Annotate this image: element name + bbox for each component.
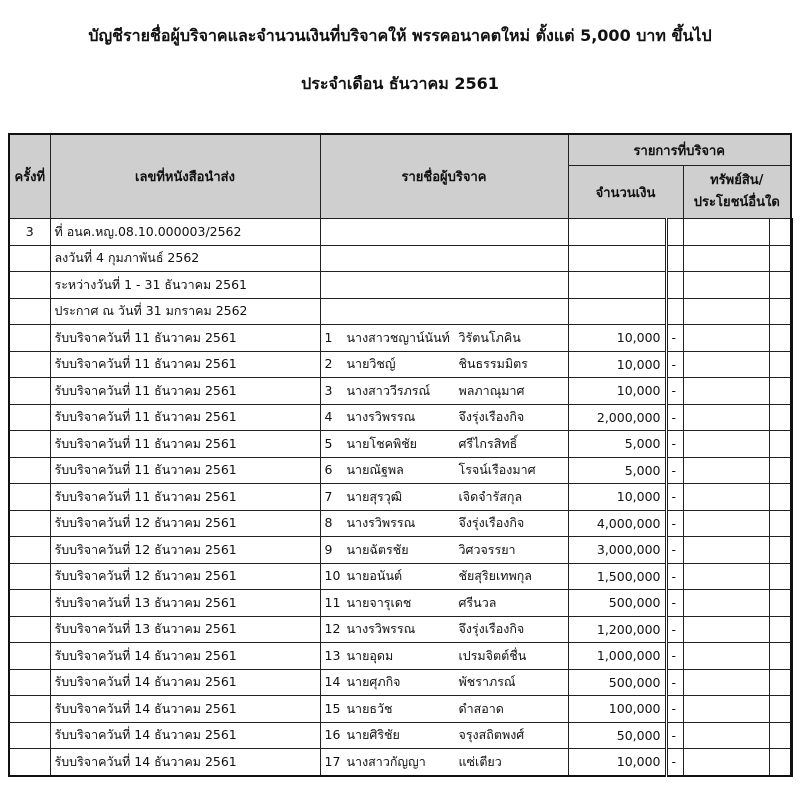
donor-cell [320,563,568,590]
donor-last-name: วิรัตนโภคิน [458,329,521,345]
donor-first-name: นางสาวกัญญา [346,753,426,769]
round-cell: 3 [9,219,50,246]
donor-last-name: พัชราภรณ์ [458,674,516,690]
date-cell: รับบริจาควันที่ 11 ธันวาคม 2561 [50,431,320,458]
donor-first-name: นายณัฐพล [346,462,404,478]
assets-cell [683,404,769,431]
donor-number: 14 [324,674,341,690]
assets-cell [683,351,769,378]
donor-first-name: นายจารุเดช [346,594,412,610]
assets-cell [683,457,769,484]
date-cell: รับบริจาควันที่ 12 ธันวาคม 2561 [50,510,320,537]
donor-first-name: นางรวิพรรณ [346,515,416,531]
header-assets-line2: ประโยชน์อื่นใด [693,195,780,210]
amount-cell: 50,000 [568,722,666,749]
table-row [9,722,791,749]
assets-cell [683,431,769,458]
assets-cell [683,563,769,590]
round-cell [9,431,50,458]
donor-number: 13 [324,647,341,663]
dash-cell: - [666,378,683,405]
round-cell [9,325,50,352]
dash-cell: - [666,696,683,723]
donor-last-name: ชินธรรมมิตร [458,356,528,372]
donor-cell [320,219,568,246]
donor-cell [320,510,568,537]
amount-cell: 1,000,000 [568,643,666,670]
donor-last-name: จึงรุ่งเรืองกิจ [458,515,525,531]
donor-number: 1 [324,329,333,345]
table-row [9,537,791,564]
donor-first-name: นายธวัช [346,700,393,716]
donor-cell [320,669,568,696]
donor-number: 6 [324,462,333,478]
dash-cell: - [666,431,683,458]
round-cell [9,616,50,643]
dash-cell: - [666,616,683,643]
date-cell: รับบริจาควันที่ 11 ธันวาคม 2561 [50,378,320,405]
donor-last-name: โรจน์เรืองมาศ [458,462,536,478]
date-cell: รับบริจาควันที่ 11 ธันวาคม 2561 [50,404,320,431]
donor-first-name: นายวิชญ์ [346,356,396,372]
assets-extra-cell [769,457,791,484]
header-donor-name: รายชื่อผู้บริจาค [320,134,568,219]
assets-extra-cell [769,351,791,378]
donor-cell [320,722,568,749]
round-cell [9,643,50,670]
assets-extra-cell [769,722,791,749]
round-cell [9,669,50,696]
round-cell [9,404,50,431]
assets-extra-cell [769,378,791,405]
dash-cell: - [666,537,683,564]
date-cell: รับบริจาควันที่ 13 ธันวาคม 2561 [50,616,320,643]
amount-cell: 10,000 [568,749,666,776]
assets-extra-cell [769,272,791,299]
donor-last-name: ศรีไกรสิทธิ์ [458,435,518,451]
table-row [9,643,791,670]
table-row [9,749,791,776]
date-cell: รับบริจาควันที่ 12 ธันวาคม 2561 [50,563,320,590]
round-cell [9,298,50,325]
donor-number: 5 [324,435,333,451]
header-donation-items: รายการที่บริจาค [568,134,791,166]
assets-cell [683,378,769,405]
assets-cell [683,616,769,643]
donor-number: 8 [324,515,333,531]
donor-first-name: นางสาววีรภรณ์ [346,382,431,398]
donor-cell [320,643,568,670]
dash-cell: - [666,590,683,617]
amount-cell: 10,000 [568,351,666,378]
assets-cell [683,298,769,325]
assets-cell [683,669,769,696]
assets-extra-cell [769,404,791,431]
dash-cell: - [666,484,683,511]
donor-first-name: นายฉัตรชัย [346,541,409,557]
donor-last-name: ศรีนวล [458,594,497,610]
donor-first-name: นายสุรวุฒิ [346,488,403,504]
assets-cell [683,696,769,723]
round-cell [9,378,50,405]
dash-cell: - [666,351,683,378]
assets-extra-cell [769,219,791,246]
table-row [9,351,791,378]
table-row [9,510,791,537]
donor-cell [320,245,568,272]
table-row [9,563,791,590]
dash-cell: - [666,404,683,431]
round-cell [9,590,50,617]
table-row [9,484,791,511]
donor-last-name: จรุงสถิตพงศ์ [458,727,525,743]
table-row [9,669,791,696]
dash-cell: - [666,325,683,352]
date-cell: รับบริจาควันที่ 14 ธันวาคม 2561 [50,669,320,696]
donor-number: 16 [324,727,341,743]
header-letter-no: เลขที่หนังสือนำส่ง [50,134,320,219]
donor-last-name: แซ่เตียว [458,753,502,769]
dash-cell: - [666,510,683,537]
table-row [9,325,791,352]
round-cell [9,245,50,272]
assets-extra-cell [769,484,791,511]
assets-cell [683,484,769,511]
header-assets-line1: ทรัพย์สิน/ [710,173,764,188]
amount-cell: 1,500,000 [568,563,666,590]
donor-cell [320,457,568,484]
date-cell: รับบริจาควันที่ 13 ธันวาคม 2561 [50,590,320,617]
table-row [9,696,791,723]
round-cell [9,749,50,776]
date-cell: รับบริจาควันที่ 12 ธันวาคม 2561 [50,537,320,564]
info-row [9,245,791,272]
date-cell: รับบริจาควันที่ 11 ธันวาคม 2561 [50,457,320,484]
amount-cell: 2,000,000 [568,404,666,431]
dash-cell [666,245,683,272]
round-cell [9,696,50,723]
assets-cell [683,643,769,670]
donor-number: 15 [324,700,341,716]
header-amount: จำนวนเงิน [568,166,683,219]
donor-cell [320,298,568,325]
donor-last-name: เปรมจิตต์ชื่น [458,647,527,663]
document-title: บัญชีรายชื่อผู้บริจาคและจำนวนเงินที่บริจาคให้ พรรคอนาคตใหม่ ตั้งแต่ 5,000 บาท ขึ้นไป [88,26,712,45]
header-round: ครั้งที่ [9,134,50,219]
date-cell: รับบริจาควันที่ 14 ธันวาคม 2561 [50,643,320,670]
round-cell [9,484,50,511]
donation-table [8,133,793,777]
amount-cell [568,245,666,272]
assets-cell [683,749,769,776]
donor-last-name: จึงรุ่งเรืองกิจ [458,621,525,637]
amount-cell: 5,000 [568,431,666,458]
amount-cell: 5,000 [568,457,666,484]
table-row [9,590,791,617]
assets-cell [683,272,769,299]
donor-last-name: วิศวจรรยา [458,541,516,557]
table-row [9,378,791,405]
amount-cell [568,298,666,325]
donor-first-name: นายอุดม [346,647,394,663]
header-assets [683,166,791,219]
info-row [9,298,791,325]
dash-cell: - [666,722,683,749]
assets-cell [683,537,769,564]
table-row [9,457,791,484]
donor-cell [320,696,568,723]
donor-number: 7 [324,488,333,504]
donor-cell [320,325,568,352]
document-subtitle: ประจำเดือน ธันวาคม 2561 [301,74,499,93]
donor-cell [320,378,568,405]
table-row [9,616,791,643]
table-row [9,431,791,458]
table-row [9,404,791,431]
date-cell: รับบริจาควันที่ 11 ธันวาคม 2561 [50,351,320,378]
assets-cell [683,590,769,617]
amount-cell [568,219,666,246]
round-cell [9,457,50,484]
donor-number: 2 [324,356,333,372]
assets-cell [683,245,769,272]
round-cell [9,537,50,564]
donor-number: 11 [324,594,341,610]
round-cell [9,563,50,590]
date-cell: รับบริจาควันที่ 14 ธันวาคม 2561 [50,749,320,776]
round-cell [9,722,50,749]
amount-cell: 4,000,000 [568,510,666,537]
assets-extra-cell [769,537,791,564]
donor-first-name: นางรวิพรรณ [346,621,416,637]
donor-last-name: พลภาณุมาศ [458,382,525,398]
letter-info-cell: ประกาศ ณ วันที่ 31 มกราคม 2562 [50,298,320,325]
assets-cell [683,510,769,537]
amount-cell: 3,000,000 [568,537,666,564]
date-cell: รับบริจาควันที่ 14 ธันวาคม 2561 [50,696,320,723]
donor-last-name: ชัยสุริยเทพกุล [458,568,532,584]
amount-cell: 500,000 [568,669,666,696]
info-row [9,219,791,246]
dash-cell [666,219,683,246]
assets-extra-cell [769,563,791,590]
donor-last-name: เจิดจำรัสกุล [458,488,523,504]
dash-cell: - [666,643,683,670]
letter-info-cell: ลงวันที่ 4 กุมภาพันธ์ 2562 [50,245,320,272]
assets-extra-cell [769,749,791,776]
assets-cell [683,722,769,749]
donor-first-name: นายศิริชัย [346,727,400,743]
amount-cell: 10,000 [568,484,666,511]
date-cell: รับบริจาควันที่ 11 ธันวาคม 2561 [50,325,320,352]
assets-extra-cell [769,298,791,325]
donor-first-name: นางรวิพรรณ [346,409,416,425]
round-cell [9,351,50,378]
info-row [9,272,791,299]
amount-cell [568,272,666,299]
donor-number: 3 [324,382,333,398]
donor-cell [320,537,568,564]
assets-extra-cell [769,431,791,458]
amount-cell: 10,000 [568,325,666,352]
amount-cell: 1,200,000 [568,616,666,643]
amount-cell: 100,000 [568,696,666,723]
amount-cell: 10,000 [568,378,666,405]
date-cell: รับบริจาควันที่ 14 ธันวาคม 2561 [50,722,320,749]
donor-number: 12 [324,621,341,637]
donor-first-name: นายอนันต์ [346,568,403,584]
dash-cell [666,272,683,299]
date-cell: รับบริจาควันที่ 11 ธันวาคม 2561 [50,484,320,511]
donor-number: 10 [324,568,341,584]
donor-cell [320,404,568,431]
assets-cell [683,325,769,352]
donor-first-name: นายโชคพิชัย [346,435,417,451]
amount-cell: 500,000 [568,590,666,617]
dash-cell: - [666,749,683,776]
donor-last-name: ดำสอาด [458,700,504,716]
assets-extra-cell [769,325,791,352]
assets-extra-cell [769,616,791,643]
donor-cell [320,484,568,511]
assets-extra-cell [769,590,791,617]
assets-extra-cell [769,669,791,696]
dash-cell [666,298,683,325]
donor-cell [320,431,568,458]
assets-extra-cell [769,245,791,272]
round-cell [9,510,50,537]
donor-cell [320,749,568,776]
assets-extra-cell [769,696,791,723]
donor-cell [320,351,568,378]
donor-cell [320,272,568,299]
donor-number: 17 [324,753,341,769]
donor-first-name: นางสาวชญาน์นันท์ [346,329,450,345]
donor-number: 4 [324,409,333,425]
round-cell [9,272,50,299]
assets-extra-cell [769,643,791,670]
assets-cell [683,219,769,246]
donor-cell [320,590,568,617]
dash-cell: - [666,457,683,484]
donor-first-name: นายศุภกิจ [346,674,401,690]
donor-cell [320,616,568,643]
assets-extra-cell [769,510,791,537]
donor-last-name: จึงรุ่งเรืองกิจ [458,409,525,425]
donor-number: 9 [324,541,333,557]
dash-cell: - [666,669,683,696]
dash-cell: - [666,563,683,590]
letter-info-cell: ที่ อนค.หญ.08.10.000003/2562 [50,219,320,246]
letter-info-cell: ระหว่างวันที่ 1 - 31 ธันวาคม 2561 [50,272,320,299]
